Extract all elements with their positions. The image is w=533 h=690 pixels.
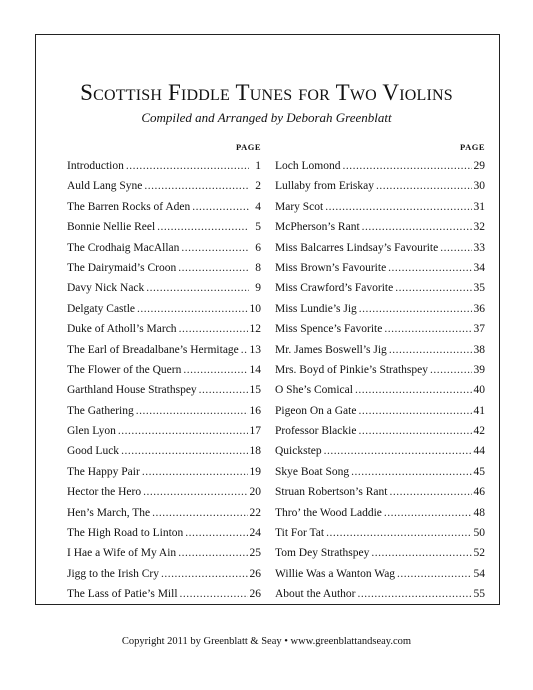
toc-dot-leader [362, 217, 472, 237]
toc-entry-title: I Hae a Wife of My Ain [67, 547, 177, 560]
toc-dot-leader [395, 278, 471, 298]
toc-entry [275, 584, 485, 604]
toc-entry [67, 278, 261, 298]
toc-entry [275, 543, 485, 563]
toc-entry [67, 299, 261, 319]
toc-dot-leader [440, 238, 471, 258]
toc-dot-leader [430, 360, 471, 380]
toc-entry [275, 360, 485, 380]
toc-entry [67, 360, 261, 380]
toc-entry [275, 401, 485, 421]
toc-dot-leader [179, 319, 248, 339]
toc-entry-page: 25 [249, 547, 261, 560]
toc-dot-leader [144, 176, 249, 196]
toc-entry-page: 12 [249, 323, 261, 336]
toc-entry-title: The Gathering [67, 404, 134, 417]
toc-entry-page: 31 [473, 200, 485, 213]
toc-dot-leader [384, 319, 471, 339]
toc-entry-title: Hen’s March, The [67, 506, 151, 519]
toc-dot-leader [178, 258, 249, 278]
toc-entry [67, 340, 261, 360]
toc-entry-page: 35 [473, 282, 485, 295]
toc-entry [67, 543, 261, 563]
toc-entry [275, 258, 485, 278]
toc-entry [67, 482, 261, 502]
toc-dot-leader [199, 380, 248, 400]
toc-entry-page: 22 [249, 506, 261, 519]
toc-entry [67, 462, 261, 482]
toc-entry [275, 278, 485, 298]
toc-entry-title: Bonnie Nellie Reel [67, 221, 156, 234]
toc-dot-leader [183, 360, 247, 380]
toc-entry [275, 462, 485, 482]
page-column-header: PAGE [236, 142, 261, 152]
toc-entry [67, 156, 261, 176]
toc-entry [275, 441, 485, 461]
toc-entry-title: Loch Lomond [275, 160, 341, 172]
toc-entry-title: Garthland House Strathspey [67, 384, 197, 397]
toc-dot-leader [192, 197, 249, 217]
toc-entry-page: 45 [473, 465, 485, 478]
toc-dot-leader [126, 156, 249, 176]
toc-entry-page: 24 [249, 527, 261, 540]
toc-entry-title: Hector the Hero [67, 486, 142, 499]
toc-entry-page: 50 [473, 527, 485, 540]
toc-entry-page: 54 [473, 567, 485, 580]
toc-entry [67, 197, 261, 217]
toc-entry-page: 30 [473, 180, 485, 193]
toc-entry-title: Tit For Tat [275, 527, 325, 540]
toc-entry [275, 523, 485, 543]
toc-entry [67, 421, 261, 441]
toc-entry-title: Introduction [67, 160, 124, 172]
toc-dot-leader [389, 340, 472, 360]
toc-dot-leader [358, 584, 472, 604]
toc-entry-title: The Lass of Patie’s Mill [67, 588, 178, 601]
toc-dot-leader [137, 299, 247, 319]
toc-entry [67, 238, 261, 258]
toc-entry-page: 37 [473, 323, 485, 336]
toc-entry-page: 13 [249, 343, 261, 356]
toc-dot-leader [118, 421, 248, 441]
toc-entry [67, 176, 261, 196]
toc-entry-title: Mary Scot [275, 200, 324, 213]
page-subtitle: Compiled and Arranged by Deborah Greenblatt [141, 110, 392, 125]
toc-entry-title: Struan Robertson’s Rant [275, 486, 388, 499]
toc-entry-title: Mrs. Boyd of Pinkie’s Strathspey [275, 363, 429, 376]
toc-entry-page: 41 [473, 404, 485, 417]
toc-entry-title: Miss Lundie’s Jig [275, 302, 357, 315]
toc-left-column [67, 142, 261, 605]
toc-entry [275, 197, 485, 217]
toc-entry-page: 40 [473, 384, 485, 397]
toc-entry-page: 32 [473, 221, 485, 234]
toc-entry [67, 319, 261, 339]
toc-entry-title: Tom Dey Strathspey [275, 547, 370, 560]
toc-dot-leader [324, 441, 472, 461]
toc-dot-leader [355, 380, 472, 400]
page-title: Scottish Fiddle Tunes for Two Violins [80, 80, 453, 105]
toc-entry [275, 319, 485, 339]
toc-dot-leader [371, 543, 471, 563]
toc-entry-page: 2 [255, 180, 261, 193]
toc-entry-page: 48 [473, 506, 485, 519]
toc-entry-title: The Flower of the Quern [67, 363, 182, 376]
toc-entry-page: 17 [249, 425, 261, 438]
toc-entry-title: About the Author [275, 588, 356, 601]
toc-entry-page: 46 [473, 486, 485, 499]
toc-entry-page: 34 [473, 261, 485, 274]
toc-entry [67, 380, 261, 400]
toc-entry-title: Miss Brown’s Favourite [275, 261, 387, 274]
toc-entry [275, 217, 485, 237]
toc-entry [67, 441, 261, 461]
toc-entry-title: The High Road to Linton [67, 527, 184, 540]
toc-entry-page: 29 [473, 160, 485, 172]
toc-entry-page: 26 [249, 567, 261, 580]
toc-dot-leader [143, 482, 247, 502]
toc-dot-leader [358, 401, 471, 421]
toc-entry [275, 503, 485, 523]
toc-dot-leader [384, 503, 472, 523]
toc-entry-page: 42 [473, 425, 485, 438]
toc-entry-page: 33 [473, 241, 485, 254]
toc-entry-title: Delgaty Castle [67, 302, 136, 315]
toc-entry [275, 238, 485, 258]
toc-entry-page: 10 [249, 302, 261, 315]
toc-entry-title: The Crodhaig MacAllan [67, 241, 180, 254]
toc-entry-title: Miss Balcarres Lindsay’s Favourite [275, 241, 439, 254]
copyright-footer: Copyright 2011 by Greenblatt & Seay • www.greenblattandseay.com [121, 636, 412, 647]
toc-dot-leader [359, 299, 472, 319]
toc-dot-leader [325, 197, 471, 217]
toc-dot-leader [358, 421, 471, 441]
toc-list-left [67, 156, 261, 605]
toc-entry-page: 36 [473, 302, 485, 315]
toc-entry-title: Thro’ the Wood Laddie [275, 506, 382, 519]
toc-entry [275, 482, 485, 502]
toc-entry-page: 6 [255, 241, 261, 254]
toc-dot-leader [142, 462, 248, 482]
toc-entry-title: Auld Lang Syne [67, 180, 143, 193]
toc-dot-leader [351, 462, 471, 482]
toc-entry-title: Pigeon On a Gate [275, 404, 357, 417]
toc-entry-title: Glen Lyon [67, 425, 116, 438]
toc-entry-page: 44 [473, 445, 485, 458]
toc-entry-title: Miss Spence’s Favorite [275, 323, 383, 336]
toc-dot-leader [178, 543, 247, 563]
toc-entry [67, 217, 261, 237]
toc-entry-page: 52 [473, 547, 485, 560]
toc-dot-leader [152, 503, 247, 523]
toc-entry-page: 5 [255, 221, 261, 234]
toc-dot-leader [180, 584, 248, 604]
toc-entry-page: 8 [255, 261, 261, 274]
page-column-header: PAGE [460, 142, 485, 152]
toc-entry-title: Willie Was a Wanton Wag [275, 567, 396, 580]
toc-entry [67, 258, 261, 278]
toc-entry-page: 39 [473, 363, 485, 376]
toc-entry [275, 340, 485, 360]
toc-entry-title: The Barren Rocks of Aden [67, 200, 191, 213]
toc-entry-page: 16 [249, 404, 261, 417]
toc-dot-leader [397, 564, 471, 584]
toc-dot-leader [181, 238, 249, 258]
toc-entry-title: Quickstep [275, 445, 322, 458]
toc-dot-leader [342, 156, 471, 176]
toc-entry-page: 18 [249, 445, 261, 458]
toc-dot-leader [376, 176, 471, 196]
toc-entry-title: The Dairymaid’s Croon [67, 261, 177, 274]
toc-entry [275, 176, 485, 196]
toc-entry [67, 564, 261, 584]
toc-entry-title: The Happy Pair [67, 465, 140, 478]
toc-entry-title: Mr. James Boswell’s Jig [275, 343, 387, 356]
toc-entry [67, 523, 261, 543]
toc-entry [275, 299, 485, 319]
toc-entry-page: 38 [473, 343, 485, 356]
toc-entry [67, 584, 261, 604]
toc-entry-page: 20 [249, 486, 261, 499]
toc-entry-title: McPherson’s Rant [275, 221, 360, 234]
toc-entry-title: Skye Boat Song [275, 465, 350, 478]
toc-entry-title: Miss Crawford’s Favorite [275, 282, 394, 295]
toc-entry-page: 26 [249, 588, 261, 601]
toc-dot-leader [389, 482, 471, 502]
toc-entry-page: 19 [249, 465, 261, 478]
toc-entry-title: Lullaby from Eriskay [275, 180, 375, 193]
toc-entry [67, 503, 261, 523]
toc-entry-title: Duke of Atholl’s March [67, 323, 177, 336]
toc-entry-page: 15 [249, 384, 261, 397]
toc-entry-title: Professor Blackie [275, 425, 357, 438]
toc-entry-page: 4 [255, 200, 261, 213]
toc-entry-page: 55 [473, 588, 485, 601]
toc-dot-leader [157, 217, 249, 237]
toc-entry-page: 14 [249, 363, 261, 376]
toc-entry-title: Davy Nick Nack [67, 282, 145, 295]
toc-entry [275, 421, 485, 441]
toc-entry-title: Jigg to the Irish Cry [67, 567, 159, 580]
toc-entry-page: 1 [255, 160, 261, 172]
toc-dot-leader [388, 258, 471, 278]
toc-entry [275, 156, 485, 176]
toc-dot-leader [185, 523, 247, 543]
toc-dot-leader [121, 441, 247, 461]
toc-list-right [275, 156, 485, 605]
toc-dot-leader [136, 401, 248, 421]
toc-entry [67, 401, 261, 421]
toc-right-column [275, 142, 485, 605]
toc-entry-title: Good Luck [67, 445, 120, 458]
toc-dot-leader [241, 340, 248, 360]
toc-entry-title: O She’s Comical [275, 384, 353, 397]
toc-dot-leader [146, 278, 249, 298]
toc-entry [275, 380, 485, 400]
toc-dot-leader [161, 564, 248, 584]
toc-entry [275, 564, 485, 584]
toc-dot-leader [326, 523, 471, 543]
toc-entry-page: 9 [255, 282, 261, 295]
toc-entry-title: The Earl of Breadalbane’s Hermitage [67, 343, 239, 356]
